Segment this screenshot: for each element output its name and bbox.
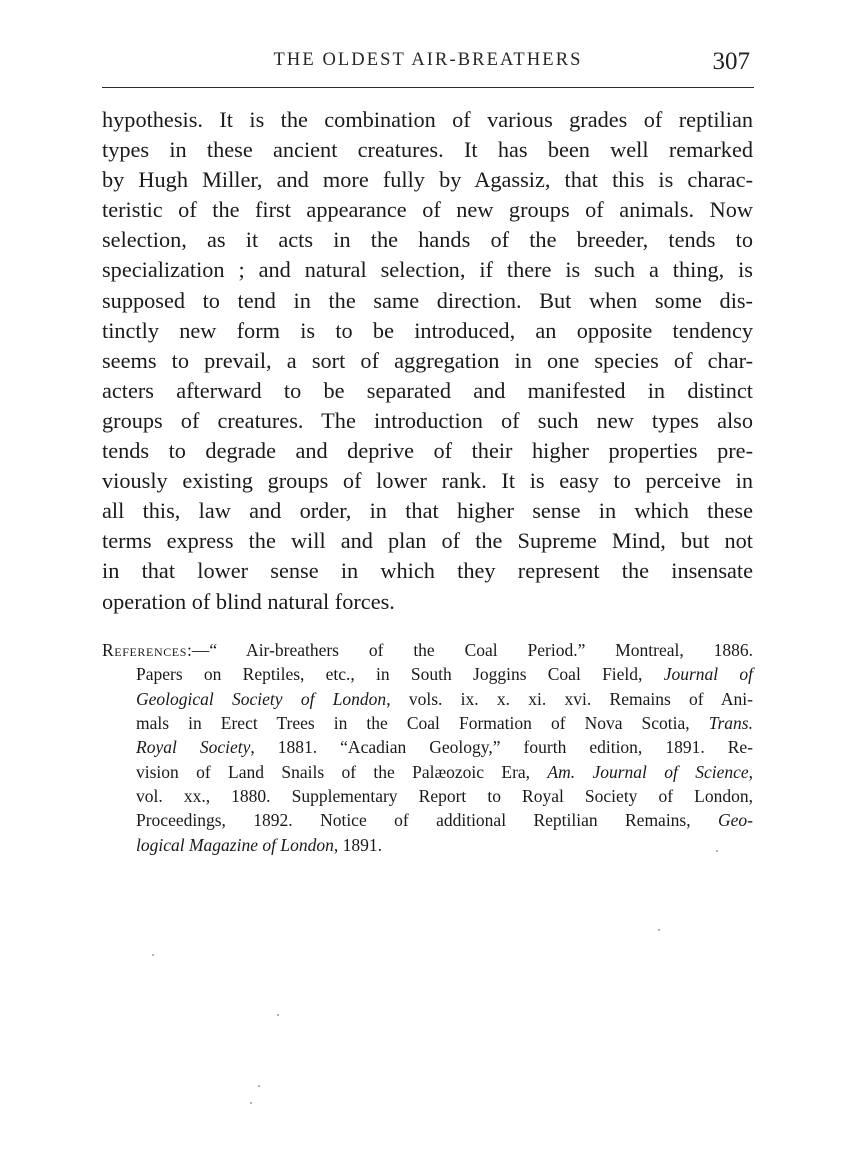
body-line: hypothesis. It is the combination of various grades of reptilian	[102, 107, 753, 132]
reference-italic-title: Trans.	[708, 713, 753, 734]
reference-line	[102, 711, 753, 735]
body-line: tinctly new form is to be introduced, an opposite tendency	[102, 317, 753, 343]
body-line: selection, as it acts in the hands of the breeder, tends to	[102, 227, 753, 253]
body-line: tends to degrade and deprive of their higher properties pre-	[102, 438, 753, 464]
body-line: acters afterward to be separated and manifested in distinct	[102, 377, 753, 403]
body-line: supposed to tend in the same direction. But when some dis-	[102, 287, 753, 313]
body-line: teristic of the first appearance of new groups of animals. Now	[102, 197, 753, 223]
reference-italic-title: Geological Society of London	[136, 688, 387, 709]
body-line: in that lower sense in which they represent the insensate	[102, 558, 753, 584]
reference-line	[102, 662, 753, 686]
reference-line	[102, 784, 753, 808]
body-line: all this, law and order, in that higher sense in which these	[102, 498, 753, 524]
reference-italic-title: Journal of	[663, 664, 753, 685]
reference-italic-title: Am. Journal of Science	[547, 761, 749, 782]
reference-line	[102, 833, 753, 857]
body-line: operation of blind natural forces.	[102, 588, 395, 614]
body-line: viously existing groups of lower rank. It is easy to perceive in	[102, 468, 753, 494]
reference-italic-title: Royal Society	[136, 737, 251, 758]
body-line: seems to prevail, a sort of aggregation in one species of char-	[102, 347, 753, 373]
reference-text: , 1881. “Acadian Geology,” fourth edition, 1891. Re-	[250, 737, 753, 758]
running-title: THE OLDEST AIR-BREATHERS	[273, 50, 583, 70]
reference-line	[102, 687, 753, 711]
reference-line	[102, 808, 753, 832]
reference-text: Papers on Reptiles, etc., in South Joggins Coal Field,	[136, 664, 664, 685]
body-line: terms express the will and plan of the Supreme Mind, but not	[102, 528, 753, 554]
body-line: types in these ancient creatures. It has been well remarked	[102, 137, 753, 163]
running-head	[100, 48, 756, 78]
body-line: specialization ; and natural selection, if there is such a thing, is	[102, 257, 753, 283]
reference-line	[102, 760, 753, 784]
header-rule	[102, 87, 754, 88]
references-block	[102, 638, 753, 857]
reference-text: ,	[748, 761, 753, 782]
reference-text: mals in Erect Trees in the Coal Formation of Nova Scotia,	[136, 713, 709, 734]
reference-line	[102, 638, 753, 662]
reference-text: , vols. ix. x. xi. xvi. Remains of Ani-	[386, 688, 753, 709]
reference-text: , 1891.	[333, 834, 382, 855]
body-line: by Hugh Miller, and more fully by Agassiz, that this is charac-	[102, 167, 753, 193]
reference-italic-title: logical Magazine of London	[136, 834, 334, 855]
reference-text: vision of Land Snails of the Palæozoic Era,	[136, 761, 548, 782]
reference-text: Proceedings, 1892. Notice of additional Reptilian Remains,	[136, 810, 719, 831]
reference-text: vol. xx., 1880. Supplementary Report to Royal Society of London,	[136, 786, 753, 807]
body-paragraph	[102, 105, 753, 617]
reference-text: :—“ Air-breathers of the Coal Period.” Montreal, 1886.	[187, 640, 753, 660]
reference-line	[102, 735, 753, 759]
references-label: References	[102, 640, 188, 660]
reference-italic-title: Geo-	[718, 810, 753, 831]
body-line: groups of creatures. The introduction of such new types also	[102, 407, 753, 433]
page-number: 307	[712, 48, 750, 75]
